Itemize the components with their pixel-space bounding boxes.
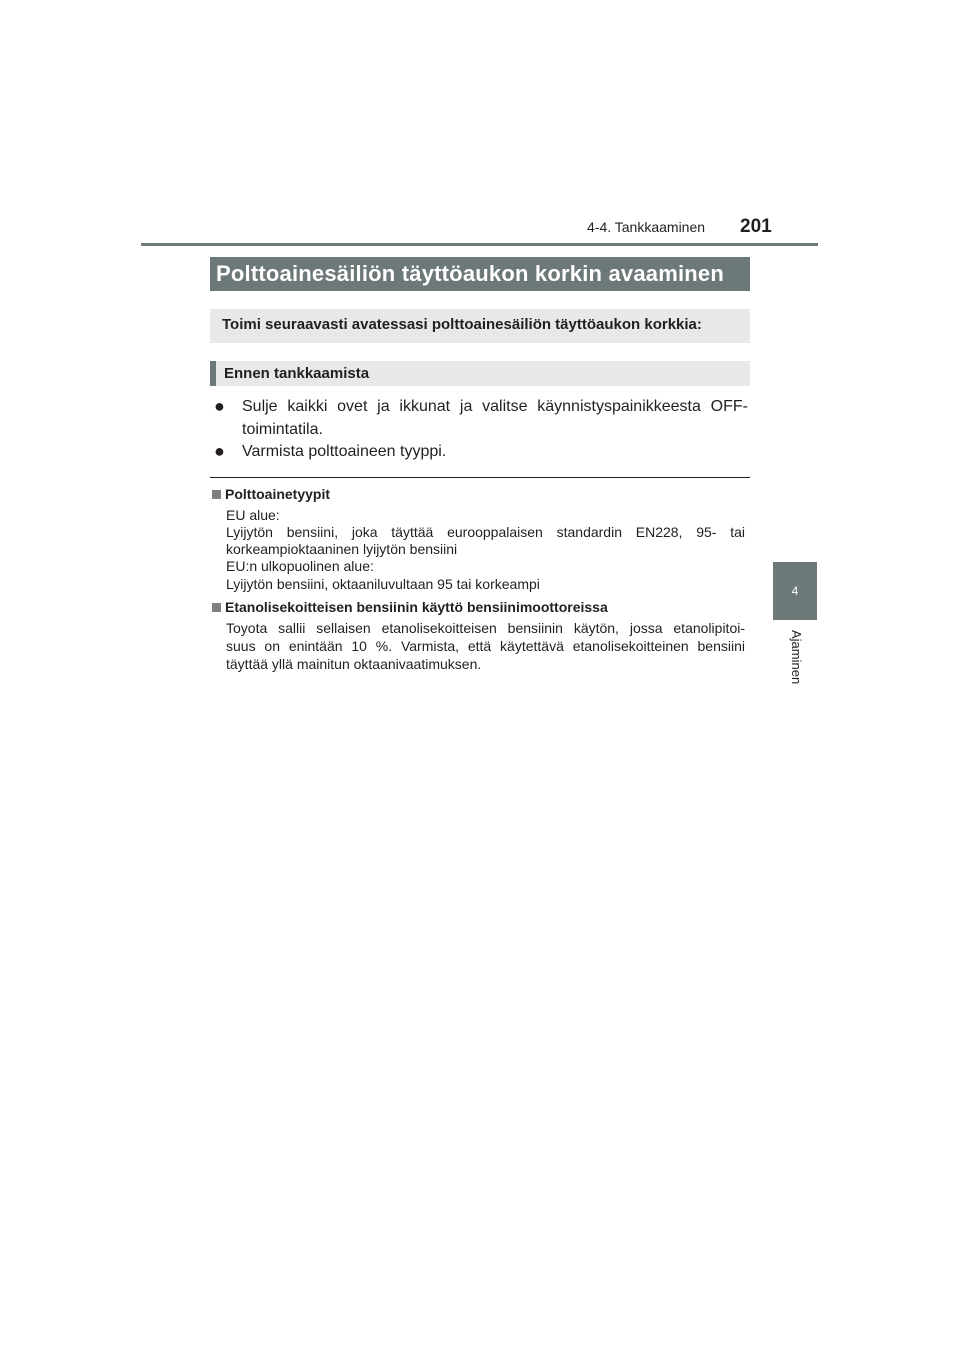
bullet-item [214,395,748,441]
bullet-dot-icon: ● [214,396,225,416]
chapter-number: 4 [791,584,799,598]
note-heading [212,486,330,502]
square-bullet-icon [212,490,221,499]
square-bullet-icon [212,603,221,612]
note-heading-text: Etanolisekoitteisen bensiinin käyttö bensiinimoottoreissa [225,599,608,615]
subheading-accent [210,361,216,386]
chapter-tab [773,562,817,620]
note-heading [212,599,608,615]
header-divider [141,243,818,246]
intro-text: Toimi seuraavasti avatessasi polttoainesäiliön täyttöaukon korkkia: [222,316,702,333]
note-line: korkeampioktaaninen lyijytön bensiini [226,541,458,557]
subheading: Ennen tankkaamista [224,365,370,382]
header-section-title: 4-4. Tankkaaminen [587,219,706,235]
note-line: täyttää yllä mainitun oktaanivaatimuksen. [226,656,482,672]
note-line: EU:n ulkopuolinen alue: [226,558,374,574]
note-line: Lyijytön bensiini, oktaaniluvultaan 95 tai korkeampi [226,576,540,592]
bullet-text: Sulje kaikki ovet ja ikkunat ja valitse käynnistyspainikkeesta OFF-toimintatila. [242,398,748,438]
note-line: EU alue: [226,507,280,523]
bullet-item [214,440,748,463]
note-line: Toyota sallii sellaisen etanolisekoitteisen bensiinin käytön, jossa etanolipitoi- [226,620,745,636]
bullet-text: Varmista polttoaineen tyyppi. [242,443,447,460]
chapter-label: Ajaminen [789,630,804,685]
note-heading-text: Polttoainetyypit [225,486,331,502]
info-divider [210,477,750,478]
note-line: Lyijytön bensiini, joka täyttää eurooppalaisen standardin EN228, 95- tai [226,524,745,540]
note-line: suus on enintään 10 %. Varmista, että käytettävä etanolisekoitteinen bensiini [226,638,745,654]
section-title: Polttoainesäiliön täyttöaukon korkin avaaminen [216,261,724,286]
page-number: 201 [740,216,772,237]
bullet-dot-icon: ● [214,441,225,461]
